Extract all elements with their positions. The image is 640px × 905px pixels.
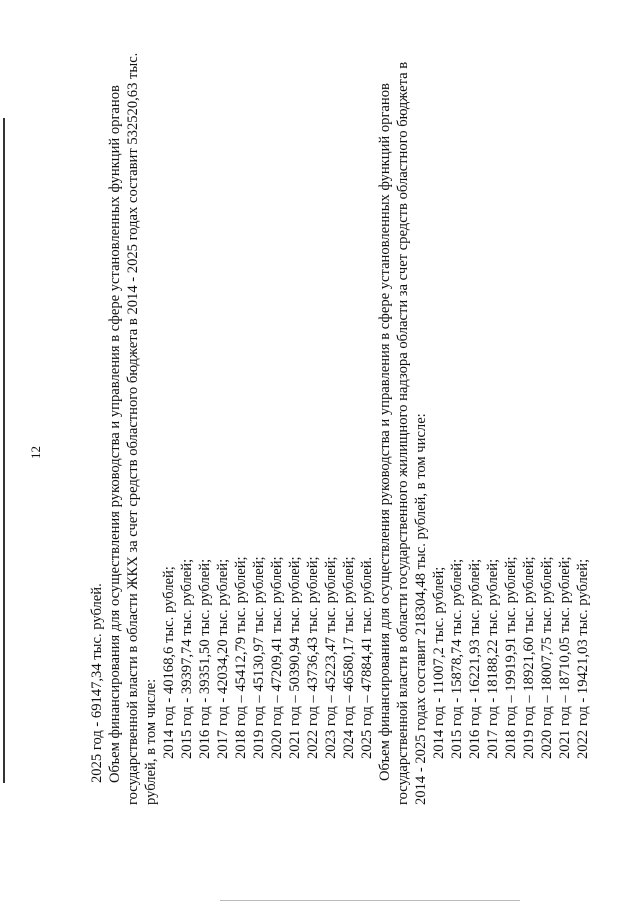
list-item: 2015 год - 15878,74 тыс. рублей; xyxy=(449,558,465,759)
list-item: 2020 год – 18007,75 тыс. рублей; xyxy=(539,556,555,759)
list-item: 2014 год - 40168,6 тыс. рублей; xyxy=(161,566,177,759)
text-line: 2025 год - 69147,34 тыс. рублей. xyxy=(89,583,105,783)
list-item: 2015 год - 39397,74 тыс. рублей; xyxy=(179,558,195,759)
list-item: 2023 год – 45223,47 тыс. рублей; xyxy=(323,556,339,759)
list-item: 2016 год - 39351,50 тыс. рублей; xyxy=(197,558,213,759)
list-item: 2019 год – 18921,60 тыс. рублей; xyxy=(521,556,537,759)
paragraph-line: государственной власти в области государственного жилищного надзора области за счет средств областного бюджета в xyxy=(395,61,411,805)
list-item: 2019 год – 45130,97 тыс. рублей; xyxy=(251,556,267,759)
list-item: 2017 год - 42034,20 тыс. рублей; xyxy=(215,558,231,759)
paragraph-line: Объем финансирования для осуществления руководства и управления в сфере установленных функций органов xyxy=(377,83,393,781)
list-item: 2014 год - 11007,2 тыс. рублей; xyxy=(431,566,447,759)
list-item: 2022 год – 43736,43 тыс. рублей; xyxy=(305,556,321,759)
page-number: 12 xyxy=(28,446,43,459)
paragraph-line: Объем финансирования для осуществления руководства и управления в сфере установленных функций органов xyxy=(107,85,123,783)
list-item: 2021 год – 18710,05 тыс. рублей; xyxy=(557,556,573,759)
list-item: 2021 год – 50390,94 тыс. рублей; xyxy=(287,556,303,759)
paragraph-line: государственной власти в области ЖКХ за счет средств областного бюджета в 2014 - 2025 годах составит 532520,63 тыс. xyxy=(125,52,141,805)
list-item: 2020 год – 47209,41 тыс. рублей; xyxy=(269,556,285,759)
paragraph-line: рублей, в том числе: xyxy=(143,678,159,805)
list-item: 2017 год - 18188,22 тыс. рублей; xyxy=(485,558,501,759)
list-item: 2016 год - 16221,93 тыс. рублей; xyxy=(467,558,483,759)
list-item: 2024 год – 46580,17 тыс. рублей; xyxy=(341,556,357,759)
list-item: 2018 год – 19919,91 тыс. рублей; xyxy=(503,556,519,759)
list-item: 2022 год - 19421,03 тыс. рублей; xyxy=(575,558,591,759)
list-item: 2025 год – 47884,41 тыс. рублей. xyxy=(359,556,375,759)
list-item: 2018 год – 45412,79 тыс. рублей; xyxy=(233,556,249,759)
paragraph-line: 2014 - 2025 годах составит 218304,48 тыс. рублей, в том числе: xyxy=(413,413,429,805)
